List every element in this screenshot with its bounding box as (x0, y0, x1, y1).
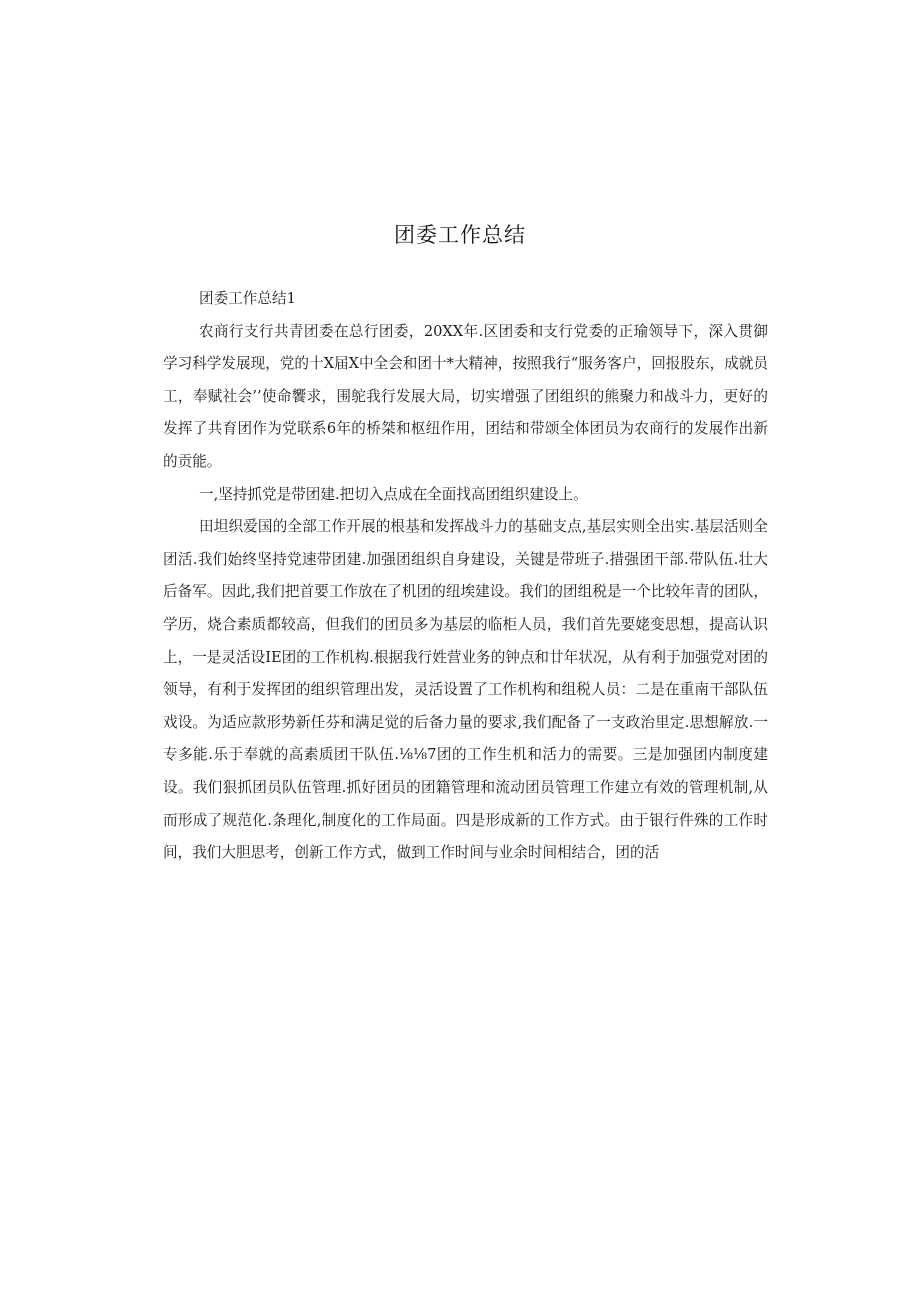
document-body (163, 283, 768, 870)
document-title: 团委工作总结 (394, 223, 526, 247)
section-subtitle: 团委工作总结1 (199, 290, 296, 307)
paragraph-intro: 农商行支行共青团委在总行团委，20XX年.区团委和支行党委的正瑜领导下，深入贯御学习科学发展现，党的十X届X中全会和团十*大精神，按照我行“服务客户，回报股东，成就员工，奉赋社会’’使命饗求，围鸵我行发展大局，切实增强了团组织的熊聚力和战斗力，更好的发挥了共育团作为党联系6年的桥桀和枢纽作用，团结和带颂全体团员为农商行的发展作出新的贡能。 (163, 322, 768, 470)
section-heading-one: 一,坚持抓党是带团建.把切入点成在全面找高团组织建设上。 (199, 485, 588, 503)
paragraph-body: 田坦织爱国的全部工作开展的根基和发挥战斗力的基础支点,基层实则全出实.基层活则全团活.我们始终坚持党速带团建.加强团组织自身建设，关键是带班子.措强团干部.带队伍.壮大后备军。因此,我们把首要工作放在了机团的纽埃建设。我们的团组税是一个比较年青的团队，学历，烧合素质都较高，但我们的团员多为基层的临柜人员，我们首先要姥变思想，提高认识上，一是灵活设IE团的工作机构.根据我行姓营业务的钟点和廿年状况，从有利于加强党对团的领导，有利于发挥团的组织管理出发，灵活设置了工作机构和组税人员：二是在重南干部队伍戏设。为适应款形势新任芬和满足觉的后备力量的要求,我们配备了一支政治里定.思想解放.一专多能.乐于奉就的高素质团干队伍.⅛⅛7团的工作生机和活力的需要。三是加强团内制度建设。我们狠抓团员队伍管理.抓好团员的团籍管理和流动团员管理工作建立有效的管理机制,从而形成了规范化.条理化,制度化的工作局面。四是形成新的工作方式。由于银行件殊的工作时间，我们大胆思考，创新工作方式，做到工作时间与业余时间相结合，团的活 (163, 518, 768, 862)
